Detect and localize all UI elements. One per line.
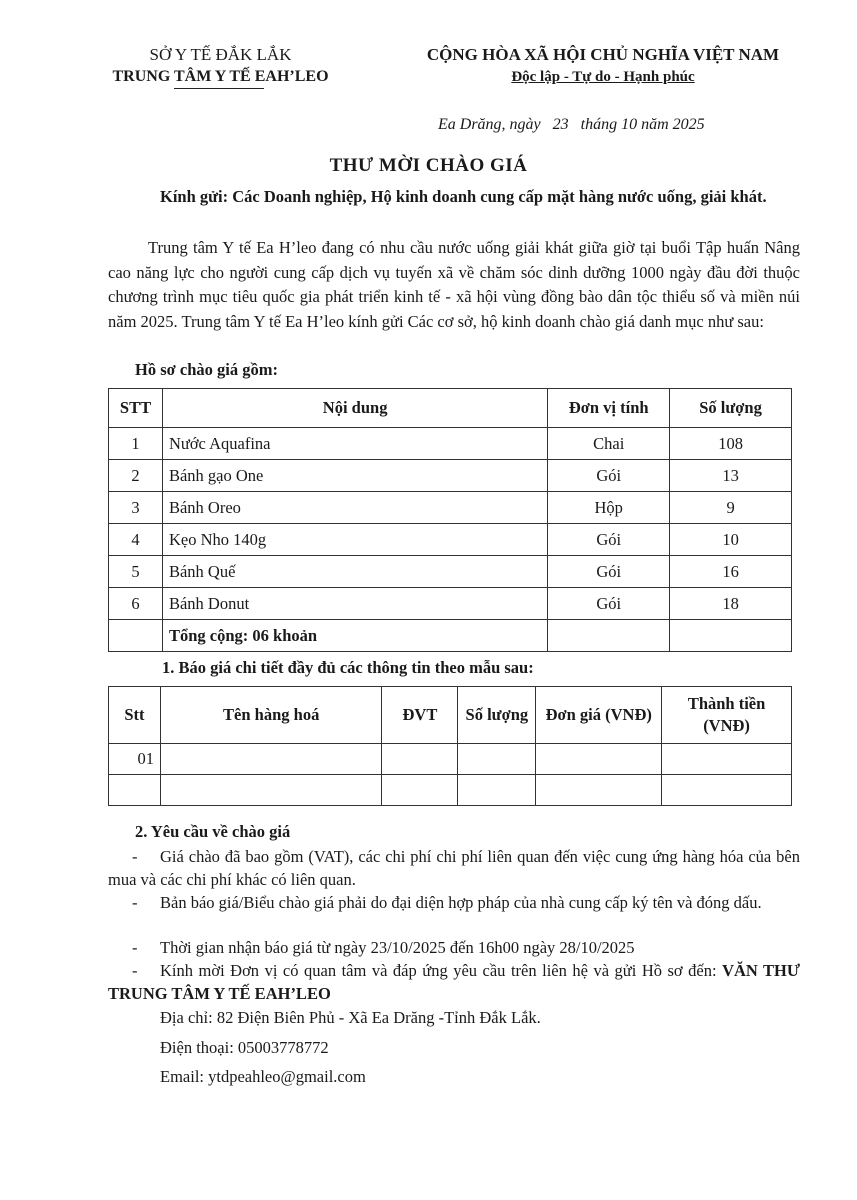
table-row <box>109 460 792 492</box>
issue-date <box>438 116 705 134</box>
cell-unit: Gói <box>548 588 670 620</box>
bullet-dash: - <box>132 847 138 866</box>
section-1-heading: 1. Báo giá chi tiết đầy đủ các thông tin theo mẫu sau: <box>162 658 534 677</box>
requirement-item <box>108 959 800 1005</box>
table-row <box>109 492 792 524</box>
national-motto <box>398 44 808 88</box>
table-row <box>109 428 792 460</box>
section-2-heading: 2. Yêu cầu về chào giá <box>135 822 291 841</box>
date-month: 10 <box>621 116 638 133</box>
cell-empty <box>536 744 662 775</box>
table-row <box>109 588 792 620</box>
cell-empty <box>458 775 536 806</box>
requirement-text: Giá chào đã bao gồm (VAT), các chi phí chi phí liên quan đến việc cung ứng hàng hóa của bên mua và các chi phí khác có liên quan. <box>108 847 800 889</box>
cell-stt: 5 <box>109 556 163 588</box>
cell-empty <box>662 744 792 775</box>
total-label: Tổng cộng: 06 khoản <box>162 620 547 652</box>
cell-empty <box>109 775 161 806</box>
cell-qty: 18 <box>670 588 792 620</box>
table-row <box>109 556 792 588</box>
cell-empty <box>458 744 536 775</box>
table-row <box>109 775 792 806</box>
cell-qty: 13 <box>670 460 792 492</box>
requirement-text: Kính mời Đơn vị có quan tâm và đáp ứng yêu cầu trên liên hệ và gửi Hồ sơ đến: <box>160 961 717 980</box>
table-row <box>109 744 792 775</box>
country-name: CỘNG HÒA XÃ HỘI CHỦ NGHĨA VIỆT NAM <box>426 45 780 64</box>
items-table <box>108 388 792 652</box>
bullet-dash: - <box>132 938 138 957</box>
cell-empty <box>382 775 458 806</box>
col-content: Nội dung <box>162 389 547 428</box>
cell-qty: 9 <box>670 492 792 524</box>
items-table-header <box>109 389 792 428</box>
quote-form-table <box>108 686 792 806</box>
ho-so-label: Hồ sơ chào giá gồm: <box>135 360 278 379</box>
cell-name: Bánh Quế <box>162 556 547 588</box>
quote-table-header <box>109 687 792 744</box>
date-month-label: tháng <box>580 116 618 133</box>
date-year-label: năm <box>641 116 669 133</box>
cell-unit: Gói <box>548 524 670 556</box>
agency-name: TRUNG TÂM Y TẾ EAH’LEO <box>112 68 329 85</box>
col-stt: Stt <box>109 687 161 744</box>
cell-unit: Hộp <box>548 492 670 524</box>
total-row <box>109 620 792 652</box>
document-title: THƯ MỜI CHÀO GIÁ <box>329 155 528 176</box>
cell-empty <box>382 744 458 775</box>
bullet-dash: - <box>132 961 138 980</box>
cell-empty <box>670 620 792 652</box>
cell-unit: Gói <box>548 556 670 588</box>
requirement-item <box>108 936 800 959</box>
cell-stt: 1 <box>109 428 163 460</box>
cell-empty <box>109 620 163 652</box>
requirement-item <box>108 891 800 914</box>
requirement-text: Bản báo giá/Biểu chào giá phải do đại diện hợp pháp của nhà cung cấp ký tên và đóng dấu. <box>160 893 762 912</box>
col-stt: STT <box>109 389 163 428</box>
date-year: 2025 <box>672 116 705 133</box>
cell-name: Bánh gạo One <box>162 460 547 492</box>
cell-name: Bánh Donut <box>162 588 547 620</box>
cell-qty: 10 <box>670 524 792 556</box>
cell-name: Nước Aquafina <box>162 428 547 460</box>
cell-empty <box>160 744 382 775</box>
cell-stt: 4 <box>109 524 163 556</box>
cell-name: Kẹo Nho 140g <box>162 524 547 556</box>
issuing-agency <box>108 44 333 88</box>
col-item-name: Tên hàng hoá <box>160 687 382 744</box>
requirement-text: Thời gian nhận báo giá từ ngày 23/10/2025 đến 16h00 ngày 28/10/2025 <box>160 938 635 957</box>
requirement-item <box>108 845 800 891</box>
contact-email: Email: ytdpeahleo@gmail.com <box>160 1067 366 1086</box>
col-qty: Số lượng <box>670 389 792 428</box>
cell-empty <box>662 775 792 806</box>
agency-underline <box>174 88 264 89</box>
cell-unit: Chai <box>548 428 670 460</box>
intro-paragraph: Trung tâm Y tế Ea H’leo đang có nhu cầu nước uống giải khát giữa giờ tại buổi Tập huấn Nâng cao năng lực cho người cung cấp dịch vụ tuyến xã về chăm sóc dinh dưỡng 1000 ngày đầu đời thuộc chương trình mục tiêu quốc gia phát triển kinh tế - xã hội vùng đồng bào dân tộc thiểu số và miền núi năm 2025. Trung tâm Y tế Ea H’leo kính gửi Các cơ sở, hộ kinh doanh chào giá danh mục như sau: <box>108 238 800 331</box>
cell-stt: 01 <box>109 744 161 775</box>
col-total: Thành tiền (VNĐ) <box>662 687 792 744</box>
cell-empty <box>160 775 382 806</box>
cell-empty <box>536 775 662 806</box>
agency-parent: SỞ Y TẾ ĐẮK LẮK <box>149 45 292 64</box>
motto: Độc lập - Tự do - Hạnh phúc <box>511 69 695 85</box>
cell-qty: 108 <box>670 428 792 460</box>
addressee: Kính gửi: Các Doanh nghiệp, Hộ kinh doanh cung cấp mặt hàng nước uống, giải khát. <box>160 187 767 206</box>
cell-stt: 6 <box>109 588 163 620</box>
col-qty: Số lượng <box>458 687 536 744</box>
date-place: Ea Drăng, ngày <box>438 116 541 133</box>
col-unit-price: Đơn giá (VNĐ) <box>536 687 662 744</box>
contact-phone: Điện thoại: 05003778772 <box>160 1038 329 1057</box>
cell-stt: 2 <box>109 460 163 492</box>
col-unit: ĐVT <box>382 687 458 744</box>
cell-name: Bánh Oreo <box>162 492 547 524</box>
bullet-dash: - <box>132 893 138 912</box>
cell-qty: 16 <box>670 556 792 588</box>
table-row <box>109 524 792 556</box>
cell-stt: 3 <box>109 492 163 524</box>
document-header <box>0 44 857 94</box>
contact-org: VĂN THƯ TRUNG TÂM Y TẾ EAH’LEO <box>108 961 801 1003</box>
col-unit: Đơn vị tính <box>548 389 670 428</box>
contact-address: Địa chỉ: 82 Điện Biên Phủ - Xã Ea Drăng -Tỉnh Đắk Lắk. <box>160 1008 541 1027</box>
cell-empty <box>548 620 670 652</box>
date-day: 23 <box>552 116 569 133</box>
cell-unit: Gói <box>548 460 670 492</box>
